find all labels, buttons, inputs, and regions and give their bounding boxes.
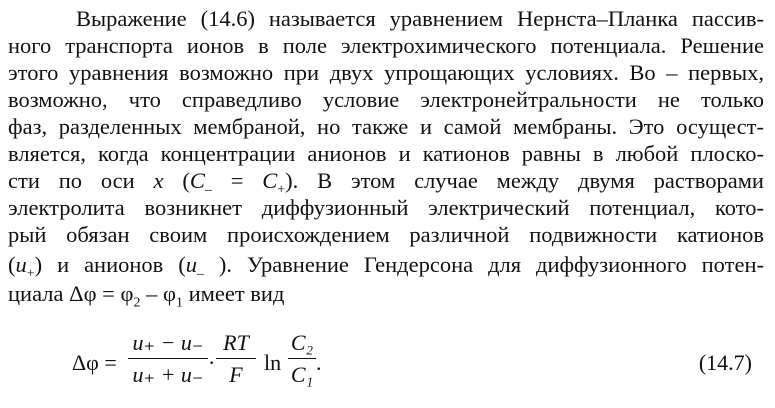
- equation-number: (14.7): [698, 350, 752, 375]
- henderson-equation: [72, 330, 752, 402]
- mobility-fraction-numerator: u₊ − u₋: [132, 330, 204, 355]
- fraction-bar: [216, 358, 256, 359]
- cation-mobility-symbol: u: [15, 252, 27, 277]
- mobility-fraction-denominator: u₊ + u₋: [132, 362, 204, 387]
- line-7-text-a: сти по оси: [8, 168, 154, 193]
- equals-sign: =: [211, 168, 263, 193]
- c2-numerator: C₂: [290, 330, 314, 355]
- anion-subscript: –: [204, 182, 212, 198]
- phi-subscript-1: 1: [175, 295, 183, 311]
- axis-variable-x: x: [153, 168, 164, 193]
- concentration-ratio-fraction: [288, 330, 316, 388]
- line-10-text-b: ) и анионов (: [34, 252, 186, 277]
- paragraph-line-7: [8, 168, 764, 198]
- fraction-bar: [128, 358, 208, 359]
- line-7-text-c: ). В этом случае между двумя растворами: [285, 168, 764, 193]
- paragraph-line-8: электролита возникнет диффузионный электрический потенциал, кото-: [8, 195, 764, 220]
- line-11-text-c: имеет вид: [182, 281, 285, 306]
- rt-over-f-fraction: [216, 330, 256, 388]
- paragraph-line-5: фаз, разделенных мембраной, но также и самой мембраны. Это осущест-: [8, 114, 764, 139]
- paragraph-line-6: вляется, когда концентрации анионов и катионов равны в любой плоско-: [8, 141, 764, 166]
- concentration-symbol-anion: С: [189, 168, 205, 193]
- line-7-text-b: (: [163, 168, 190, 193]
- paragraph-line-11: [8, 281, 285, 311]
- paragraph-line-9: рый обязан своим происхождением различной подвижности катионов: [8, 222, 764, 247]
- anion-mobility-symbol: u: [185, 252, 197, 277]
- paragraph-line-10: [8, 252, 764, 282]
- anion-mobility-subscript: –: [197, 266, 204, 282]
- paragraph-line-3: этого уравнения возможно при двух упрощающих условиях. Во – первых,: [8, 60, 764, 85]
- concentration-symbol-cation: С: [262, 168, 278, 193]
- paragraph-line-4: возможно, что справедливо условие электронейтральности не только: [8, 87, 764, 112]
- paragraph-line-1: Выражение (14.6) называется уравнением Нернста–Планка пассив-: [76, 6, 764, 31]
- equation-period: .: [316, 350, 322, 375]
- phi-subscript-2: 2: [133, 295, 141, 311]
- rt-numerator: RT: [223, 330, 249, 355]
- multiplication-dot: ·: [208, 350, 216, 375]
- f-denominator: F: [229, 362, 243, 387]
- fraction-bar: [288, 358, 316, 359]
- equation-lhs: Δφ =: [72, 350, 117, 375]
- mobility-fraction: [128, 330, 208, 388]
- cation-subscript: +: [277, 182, 286, 198]
- line-10-text-c: ). Уравнение Гендерсона для диффузионного потен-: [203, 252, 764, 277]
- c1-denominator: C₁: [290, 362, 314, 387]
- paragraph-line-2: ного транспорта ионов в поле электрохимического потенциала. Решение: [8, 33, 764, 58]
- line-10-text-a: (: [8, 252, 16, 277]
- natural-log: ln: [264, 350, 282, 375]
- line-11-text-b: – φ: [140, 281, 176, 306]
- line-11-text-a: циала Δφ = φ: [8, 281, 134, 306]
- cation-mobility-subscript: +: [26, 266, 35, 282]
